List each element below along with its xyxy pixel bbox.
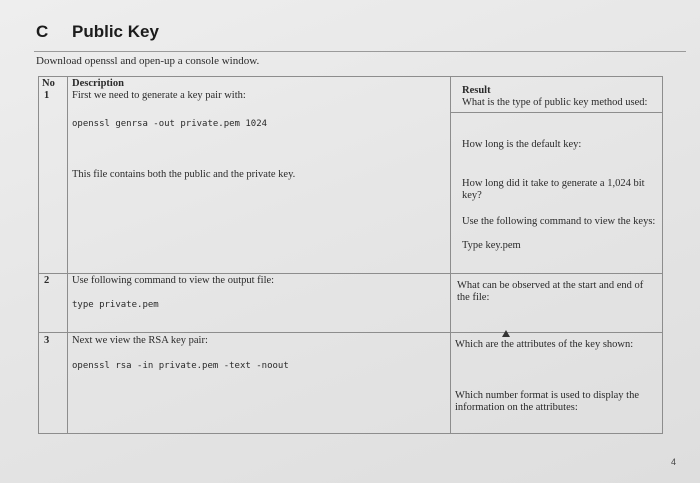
row-1-command: openssl genrsa -out private.pem 1024 — [72, 119, 268, 129]
section-title: Public Key — [72, 22, 159, 41]
header-description: Description — [72, 78, 124, 89]
row-1-description: First we need to generate a key pair with: — [72, 90, 246, 101]
instructions-table — [38, 76, 663, 434]
mouse-cursor-icon — [502, 330, 510, 337]
row-2-command: type private.pem — [72, 300, 159, 310]
row-1-result-1: What is the type of public key method used: — [462, 97, 648, 108]
row-2-number: 2 — [44, 275, 50, 286]
row-1-result-5: Type key.pem — [462, 240, 521, 251]
row-3-command: openssl rsa -in private.pem -text -noout — [72, 361, 289, 371]
result-header-divider — [451, 112, 662, 113]
row-2-description: Use following command to view the output file: — [72, 275, 275, 286]
row-1-result-4: Use the following command to view the keys: — [462, 216, 656, 227]
row-3-description: Next we view the RSA key pair: — [72, 335, 208, 346]
header-no: No — [42, 78, 55, 89]
row-3-number: 3 — [44, 335, 50, 346]
page-number: 4 — [670, 457, 676, 467]
intro-text: Download openssl and open-up a console window. — [36, 55, 260, 67]
column-divider-result — [450, 77, 451, 433]
row-divider-1 — [39, 273, 662, 274]
row-1-result-2: How long is the default key: — [462, 139, 582, 150]
row-divider-2 — [39, 332, 662, 333]
row-2-result-1: What can be observed at the start and end of the file: — [457, 280, 644, 303]
header-result: Result — [462, 85, 491, 96]
row-3-result-2: Which number format is used to display the information on the attributes: — [455, 390, 640, 413]
row-1-result-3: How long did it take to generate a 1,024 bit key? — [462, 178, 645, 201]
row-3-result-1: Which are the attributes of the key shown: — [455, 339, 634, 350]
column-divider-no — [67, 77, 68, 433]
row-1-note: This file contains both the public and the private key. — [72, 169, 296, 180]
heading-rule — [34, 51, 686, 52]
row-1-number: 1 — [44, 90, 50, 101]
section-letter: C — [36, 22, 49, 41]
section-heading — [36, 22, 159, 42]
